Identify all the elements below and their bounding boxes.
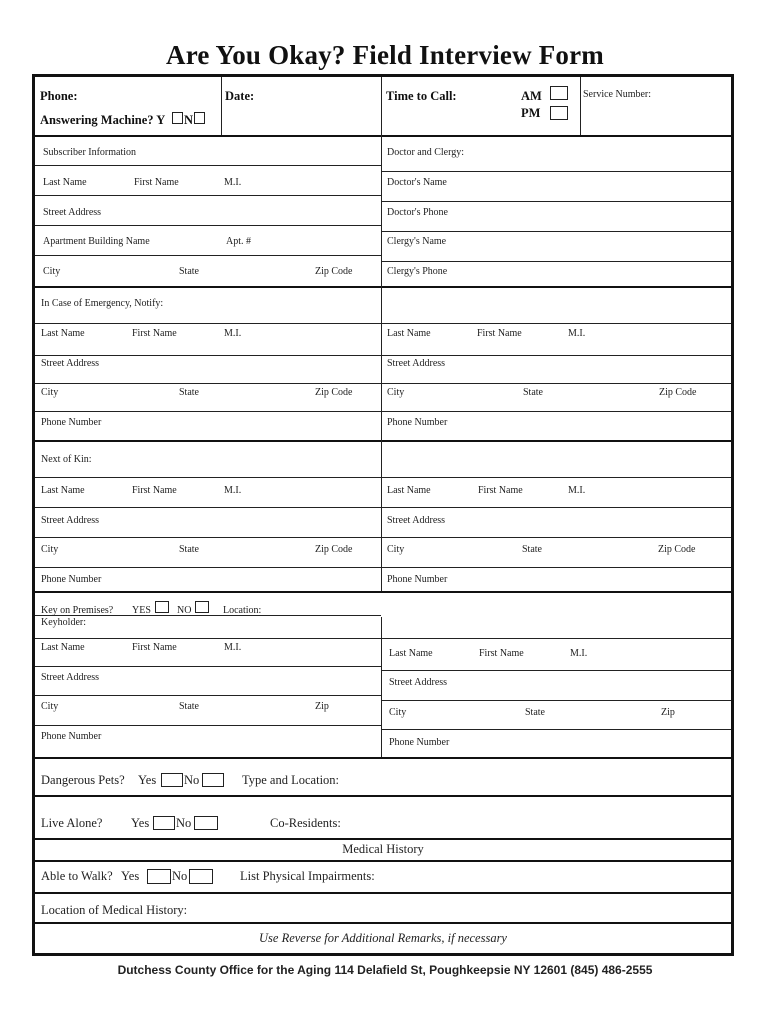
divider bbox=[35, 383, 731, 384]
key-no-label: NO bbox=[177, 605, 192, 616]
divider bbox=[381, 171, 731, 172]
divider bbox=[35, 892, 731, 894]
divider bbox=[381, 286, 382, 440]
emergency2-zip: Zip Code bbox=[659, 387, 697, 398]
subscriber-apt-building: Apartment Building Name bbox=[43, 236, 150, 247]
live-alone-label: Live Alone? bbox=[41, 816, 103, 830]
co-residents-label: Co-Residents: bbox=[270, 816, 341, 830]
keyholder-zip: Zip bbox=[315, 701, 329, 712]
next-of-kin-heading: Next of Kin: bbox=[41, 454, 92, 465]
emergency-heading: In Case of Emergency, Notify: bbox=[41, 298, 164, 309]
emergency-city: City bbox=[41, 387, 59, 398]
kin-city: City bbox=[41, 544, 59, 555]
kin-state: State bbox=[179, 544, 199, 555]
pm-checkbox[interactable] bbox=[550, 106, 568, 120]
subscriber-mi: M.I. bbox=[224, 177, 242, 188]
subscriber-last-name: Last Name bbox=[43, 177, 87, 188]
emergency2-city: City bbox=[387, 387, 405, 398]
divider bbox=[35, 411, 731, 412]
divider bbox=[381, 77, 382, 135]
emergency-last-name: Last Name bbox=[41, 328, 85, 339]
live-alone-yes-label: Yes bbox=[131, 816, 150, 830]
subscriber-city: City bbox=[43, 266, 61, 277]
subscriber-heading: Subscriber Information bbox=[43, 147, 137, 158]
emergency2-street: Street Address bbox=[387, 358, 446, 369]
divider bbox=[35, 615, 381, 616]
divider bbox=[35, 355, 731, 356]
divider bbox=[381, 700, 731, 701]
divider bbox=[381, 440, 382, 591]
divider bbox=[35, 795, 731, 797]
divider bbox=[35, 591, 731, 593]
time-to-call-label: Time to Call: bbox=[386, 89, 457, 103]
divider bbox=[35, 507, 731, 508]
answering-yes-checkbox[interactable] bbox=[172, 112, 183, 124]
divider bbox=[35, 135, 731, 137]
date-label: Date: bbox=[225, 89, 255, 103]
keyholder-first-name: First Name bbox=[132, 642, 177, 653]
walk-no-checkbox[interactable] bbox=[189, 869, 213, 884]
kin-mi: M.I. bbox=[224, 485, 242, 496]
keyholder2-last-name: Last Name bbox=[389, 648, 433, 659]
am-label: AM bbox=[521, 89, 542, 103]
keyholder-last-name: Last Name bbox=[41, 642, 85, 653]
reverse-remarks-note: Use Reverse for Additional Remarks, if necessary bbox=[259, 931, 507, 945]
kin2-first-name: First Name bbox=[478, 485, 523, 496]
kin-phone: Phone Number bbox=[41, 574, 102, 585]
subscriber-apt-number: Apt. # bbox=[226, 236, 251, 247]
emergency-zip: Zip Code bbox=[315, 387, 353, 398]
emergency-phone: Phone Number bbox=[41, 417, 102, 428]
key-no-checkbox[interactable] bbox=[195, 601, 209, 613]
emergency2-mi: M.I. bbox=[568, 328, 586, 339]
kin2-street: Street Address bbox=[387, 515, 446, 526]
kin2-city: City bbox=[387, 544, 405, 555]
emergency-state: State bbox=[179, 387, 199, 398]
answering-machine-label: Answering Machine? Y bbox=[40, 113, 166, 127]
divider bbox=[35, 225, 381, 226]
dangerous-pets-label: Dangerous Pets? bbox=[41, 773, 125, 787]
pets-no-label: No bbox=[184, 773, 200, 787]
divider bbox=[35, 695, 381, 696]
divider bbox=[35, 440, 731, 442]
divider bbox=[381, 261, 731, 262]
subscriber-first-name: First Name bbox=[134, 177, 179, 188]
subscriber-street: Street Address bbox=[43, 207, 102, 218]
doctor-name: Doctor's Name bbox=[387, 177, 447, 188]
keyholder-state: State bbox=[179, 701, 199, 712]
live-alone-no-label: No bbox=[176, 816, 192, 830]
medical-history-heading: Medical History bbox=[342, 842, 424, 856]
pets-no-checkbox[interactable] bbox=[202, 773, 224, 787]
divider bbox=[35, 638, 731, 639]
divider bbox=[35, 537, 731, 538]
doctor-phone: Doctor's Phone bbox=[387, 207, 448, 218]
divider bbox=[221, 77, 222, 135]
pets-yes-label: Yes bbox=[138, 773, 157, 787]
footer-address: Dutchess County Office for the Aging 114 Delafield St, Poughkeepsie NY 12601 (845) 486-2555 bbox=[117, 963, 653, 977]
walk-no-label: No bbox=[172, 869, 188, 883]
emergency2-first-name: First Name bbox=[477, 328, 522, 339]
form-frame bbox=[32, 74, 734, 956]
divider bbox=[35, 255, 381, 256]
keyholder-phone: Phone Number bbox=[41, 731, 102, 742]
divider bbox=[35, 286, 731, 288]
keyholder-label: Keyholder: bbox=[41, 617, 86, 628]
physical-impairments-label: List Physical Impairments: bbox=[240, 869, 375, 883]
keyholder-city: City bbox=[41, 701, 59, 712]
keyholder2-city: City bbox=[389, 707, 407, 718]
pm-label: PM bbox=[521, 106, 541, 120]
keyholder2-mi: M.I. bbox=[570, 648, 588, 659]
kin-zip: Zip Code bbox=[315, 544, 353, 555]
kin-last-name: Last Name bbox=[41, 485, 85, 496]
service-number-label: Service Number: bbox=[583, 89, 652, 100]
clergy-name: Clergy's Name bbox=[387, 236, 447, 247]
divider bbox=[35, 922, 731, 924]
phone-label: Phone: bbox=[40, 89, 78, 103]
divider bbox=[35, 567, 731, 568]
answering-no-label: N bbox=[184, 113, 194, 127]
emergency-first-name: First Name bbox=[132, 328, 177, 339]
divider bbox=[35, 757, 731, 759]
emergency2-last-name: Last Name bbox=[387, 328, 431, 339]
divider bbox=[35, 860, 731, 862]
divider bbox=[35, 195, 381, 196]
divider bbox=[381, 135, 382, 286]
emergency2-phone: Phone Number bbox=[387, 417, 448, 428]
type-location-label: Type and Location: bbox=[242, 773, 340, 787]
divider bbox=[35, 838, 731, 840]
key-on-premises-label: Key on Premises? bbox=[41, 605, 114, 616]
live-alone-yes-checkbox[interactable] bbox=[153, 816, 175, 830]
kin2-state: State bbox=[522, 544, 542, 555]
divider bbox=[580, 77, 581, 135]
walk-yes-checkbox[interactable] bbox=[147, 869, 171, 884]
kin2-mi: M.I. bbox=[568, 485, 586, 496]
subscriber-zip: Zip Code bbox=[315, 266, 353, 277]
keyholder2-first-name: First Name bbox=[479, 648, 524, 659]
location-medical-history-label: Location of Medical History: bbox=[41, 903, 188, 917]
divider bbox=[35, 725, 381, 726]
key-yes-checkbox[interactable] bbox=[155, 601, 169, 613]
divider bbox=[381, 231, 731, 232]
divider bbox=[35, 666, 381, 667]
emergency-street: Street Address bbox=[41, 358, 100, 369]
keyholder2-zip: Zip bbox=[661, 707, 675, 718]
emergency-mi: M.I. bbox=[224, 328, 242, 339]
divider bbox=[381, 201, 731, 202]
kin2-phone: Phone Number bbox=[387, 574, 448, 585]
form-title: Are You Okay? Field Interview Form bbox=[166, 40, 604, 70]
walk-yes-label: Yes bbox=[121, 869, 140, 883]
kin-street: Street Address bbox=[41, 515, 100, 526]
live-alone-no-checkbox[interactable] bbox=[194, 816, 218, 830]
keyholder2-state: State bbox=[525, 707, 545, 718]
key-location-label: Location: bbox=[223, 605, 262, 616]
am-checkbox[interactable] bbox=[550, 86, 568, 100]
divider bbox=[35, 323, 731, 324]
doctor-clergy-heading: Doctor and Clergy: bbox=[387, 147, 465, 158]
subscriber-state: State bbox=[179, 266, 199, 277]
answering-no-checkbox[interactable] bbox=[194, 112, 205, 124]
kin2-last-name: Last Name bbox=[387, 485, 431, 496]
able-to-walk-label: Able to Walk? bbox=[41, 869, 113, 883]
keyholder2-street: Street Address bbox=[389, 677, 448, 688]
keyholder-street: Street Address bbox=[41, 672, 100, 683]
divider bbox=[35, 165, 381, 166]
pets-yes-checkbox[interactable] bbox=[161, 773, 183, 787]
keyholder-mi: M.I. bbox=[224, 642, 242, 653]
clergy-phone: Clergy's Phone bbox=[387, 266, 448, 277]
divider bbox=[381, 729, 731, 730]
divider bbox=[35, 477, 731, 478]
kin2-zip: Zip Code bbox=[658, 544, 696, 555]
kin-first-name: First Name bbox=[132, 485, 177, 496]
divider bbox=[381, 670, 731, 671]
emergency2-state: State bbox=[523, 387, 543, 398]
key-yes-label: YES bbox=[132, 605, 151, 616]
keyholder2-phone: Phone Number bbox=[389, 737, 450, 748]
